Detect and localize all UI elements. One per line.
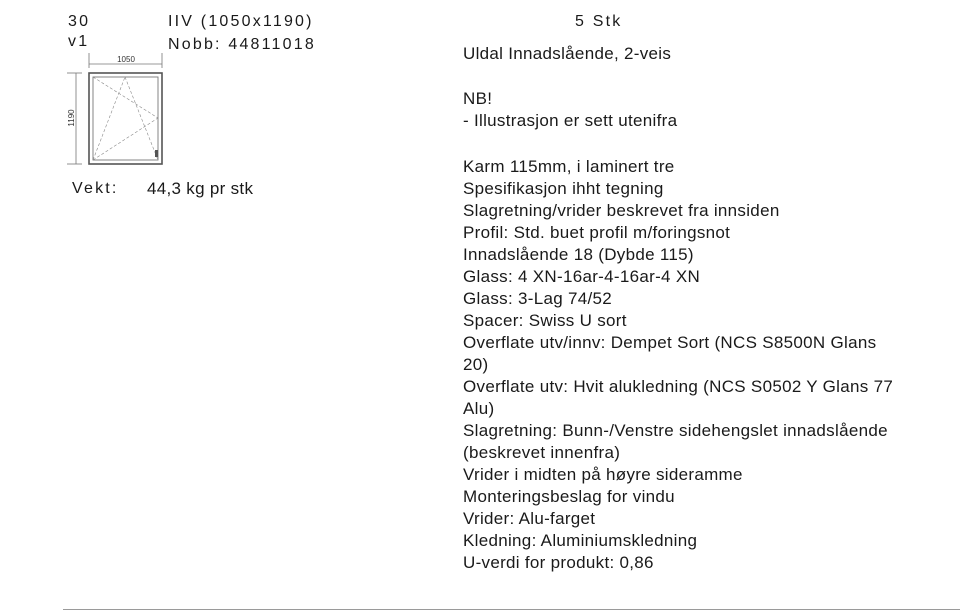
bottom-divider [63, 609, 960, 610]
spec-line: Vrider: Alu-farget [463, 509, 596, 528]
window-code: IIV (1050x1190) [168, 13, 314, 30]
spec-line: Overflate utv: Hvit alukledning (NCS S0502 Y Glans 77 [463, 377, 894, 396]
spec-line: Spacer: Swiss U sort [463, 311, 627, 330]
spec-line: Slagretning: Bunn-/Venstre sidehengslet innadslående [463, 421, 888, 440]
spec-line: Innadslående 18 (Dybde 115) [463, 245, 694, 264]
nb-heading: NB! [463, 89, 493, 108]
weight-label: Vekt: [72, 180, 119, 197]
spec-line: Monteringsbeslag for vindu [463, 487, 675, 506]
quantity: 5 Stk [575, 13, 623, 30]
spec-line: (beskrevet innenfra) [463, 443, 621, 462]
nb-illustration-note: - Illustrasjon er sett utenifra [463, 111, 678, 130]
spec-line: U-verdi for produkt: 0,86 [463, 553, 654, 572]
item-number: 30 [68, 13, 91, 30]
product-title: Uldal Innadslående, 2-veis [463, 44, 672, 63]
item-version: v1 [68, 33, 90, 50]
spec-line: Spesifikasjon ihht tegning [463, 179, 664, 198]
spec-line: Kledning: Aluminiumskledning [463, 531, 698, 550]
width-dimension-label: 1050 [117, 55, 135, 64]
spec-line: Alu) [463, 399, 495, 418]
spec-line: Overflate utv/innv: Dempet Sort (NCS S8500N Glans [463, 333, 877, 352]
nobb-number: Nobb: 44811018 [168, 36, 316, 53]
weight-value: 44,3 kg pr stk [147, 179, 254, 198]
spec-line: Profil: Std. buet profil m/foringsnot [463, 223, 731, 242]
spec-line: Glass: 4 XN-16ar-4-16ar-4 XN [463, 267, 701, 286]
height-dimension-label: 1190 [67, 109, 76, 127]
spec-line: Glass: 3-Lag 74/52 [463, 289, 613, 308]
spec-line: Karm 115mm, i laminert tre [463, 157, 675, 176]
nb-note [463, 88, 677, 132]
spec-line: Slagretning/vrider beskrevet fra innsiden [463, 201, 780, 220]
window-drawing [62, 50, 172, 170]
spec-line: 20) [463, 355, 489, 374]
specification-list [463, 156, 933, 574]
spec-line: Vrider i midten på høyre sideramme [463, 465, 743, 484]
